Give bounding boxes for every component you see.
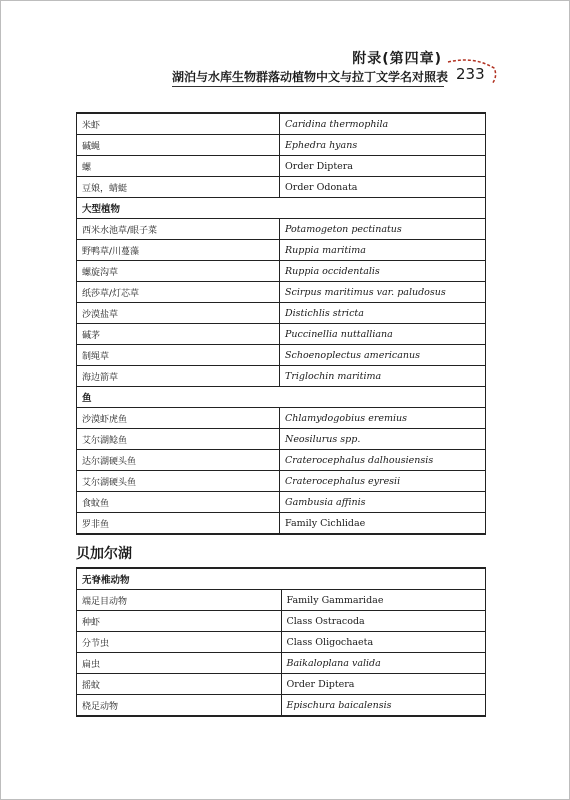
chinese-name: 扁虫 (77, 653, 282, 674)
table-row (77, 177, 486, 198)
latin-name: Class Ostracoda (281, 611, 486, 632)
table-row (77, 261, 486, 282)
category-label: 鱼 (77, 387, 486, 408)
table-row (77, 450, 486, 471)
latin-name: Order Odonata (280, 177, 486, 198)
chinese-name: 西米水池草/眼子菜 (77, 219, 280, 240)
latin-name: Schoenoplectus americanus (280, 345, 486, 366)
table-row (77, 590, 486, 611)
chinese-name: 艾尔湖鲶鱼 (77, 429, 280, 450)
latin-name: Neosilurus spp. (280, 429, 486, 450)
table-row (77, 345, 486, 366)
chinese-name: 端足目动物 (77, 590, 282, 611)
chinese-name: 野鸭草/川蔓藻 (77, 240, 280, 261)
latin-name: Chlamydogobius eremius (280, 408, 486, 429)
latin-name: Ruppia maritima (280, 240, 486, 261)
chinese-name: 制绳草 (77, 345, 280, 366)
table-row (77, 429, 486, 450)
table-row (77, 492, 486, 513)
latin-name: Triglochin maritima (280, 366, 486, 387)
latin-name: Craterocephalus dalhousiensis (280, 450, 486, 471)
latin-name: Puccinellia nuttalliana (280, 324, 486, 345)
latin-name: Potamogeton pectinatus (280, 219, 486, 240)
chinese-name: 螺旋沟草 (77, 261, 280, 282)
latin-name: Scirpus maritimus var. paludosus (280, 282, 486, 303)
latin-name: Craterocephalus eyresii (280, 471, 486, 492)
table-row (77, 408, 486, 429)
table-row (77, 674, 486, 695)
latin-name: Caridina thermophila (280, 113, 486, 135)
chinese-name: 摇蚊 (77, 674, 282, 695)
chinese-name: 纸莎草/灯芯草 (77, 282, 280, 303)
latin-name: Order Diptera (281, 674, 486, 695)
table-row (77, 471, 486, 492)
latin-name: Epischura baicalensis (281, 695, 486, 717)
table-row (77, 513, 486, 535)
table-row (77, 282, 486, 303)
chinese-name: 食蚊鱼 (77, 492, 280, 513)
page-number-badge (444, 58, 498, 86)
table-row (77, 653, 486, 674)
latin-name: Gambusia affinis (280, 492, 486, 513)
table-row (77, 240, 486, 261)
chapter-title: 附录(第四章) (352, 51, 442, 67)
chinese-name: 碱蝇 (77, 135, 280, 156)
table-row (77, 219, 486, 240)
category-label: 无脊椎动物 (77, 568, 486, 590)
latin-name: Ephedra hyans (280, 135, 486, 156)
chinese-name: 沙漠盐草 (77, 303, 280, 324)
chinese-name: 碱茅 (77, 324, 280, 345)
table-row (77, 611, 486, 632)
chinese-name: 罗非鱼 (77, 513, 280, 535)
category-label: 大型植物 (77, 198, 486, 219)
species-table-1 (76, 112, 486, 535)
category-row (77, 387, 486, 408)
latin-name: Ruppia occidentalis (280, 261, 486, 282)
chinese-name: 海边箭草 (77, 366, 280, 387)
latin-name: Distichlis stricta (280, 303, 486, 324)
running-header: 湖泊与水库生物群落动植物中文与拉丁文学名对照表 (172, 70, 449, 84)
table-row (77, 695, 486, 717)
section-heading: 贝加尔湖 (76, 546, 132, 562)
page-number: 233 (456, 65, 485, 83)
chinese-name: 豆娘，蜻蜓 (77, 177, 280, 198)
chinese-name: 达尔湖硬头鱼 (77, 450, 280, 471)
latin-name: Family Gammaridae (281, 590, 486, 611)
category-row (77, 568, 486, 590)
header-rule (172, 86, 444, 87)
chinese-name: 桡足动物 (77, 695, 282, 717)
latin-name: Order Diptera (280, 156, 486, 177)
chinese-name: 艾尔湖硬头鱼 (77, 471, 280, 492)
species-table-2 (76, 567, 486, 717)
latin-name: Baikaloplana valida (281, 653, 486, 674)
table-row (77, 324, 486, 345)
table-row (77, 135, 486, 156)
chinese-name: 螺 (77, 156, 280, 177)
chinese-name: 沙漠虾虎鱼 (77, 408, 280, 429)
latin-name: Class Oligochaeta (281, 632, 486, 653)
latin-name: Family Cichlidae (280, 513, 486, 535)
chinese-name: 分节虫 (77, 632, 282, 653)
table-row (77, 113, 486, 135)
table-row (77, 156, 486, 177)
table-row (77, 632, 486, 653)
chinese-name: 米虾 (77, 113, 280, 135)
table-row (77, 366, 486, 387)
table-row (77, 303, 486, 324)
chinese-name: 种虾 (77, 611, 282, 632)
category-row (77, 198, 486, 219)
